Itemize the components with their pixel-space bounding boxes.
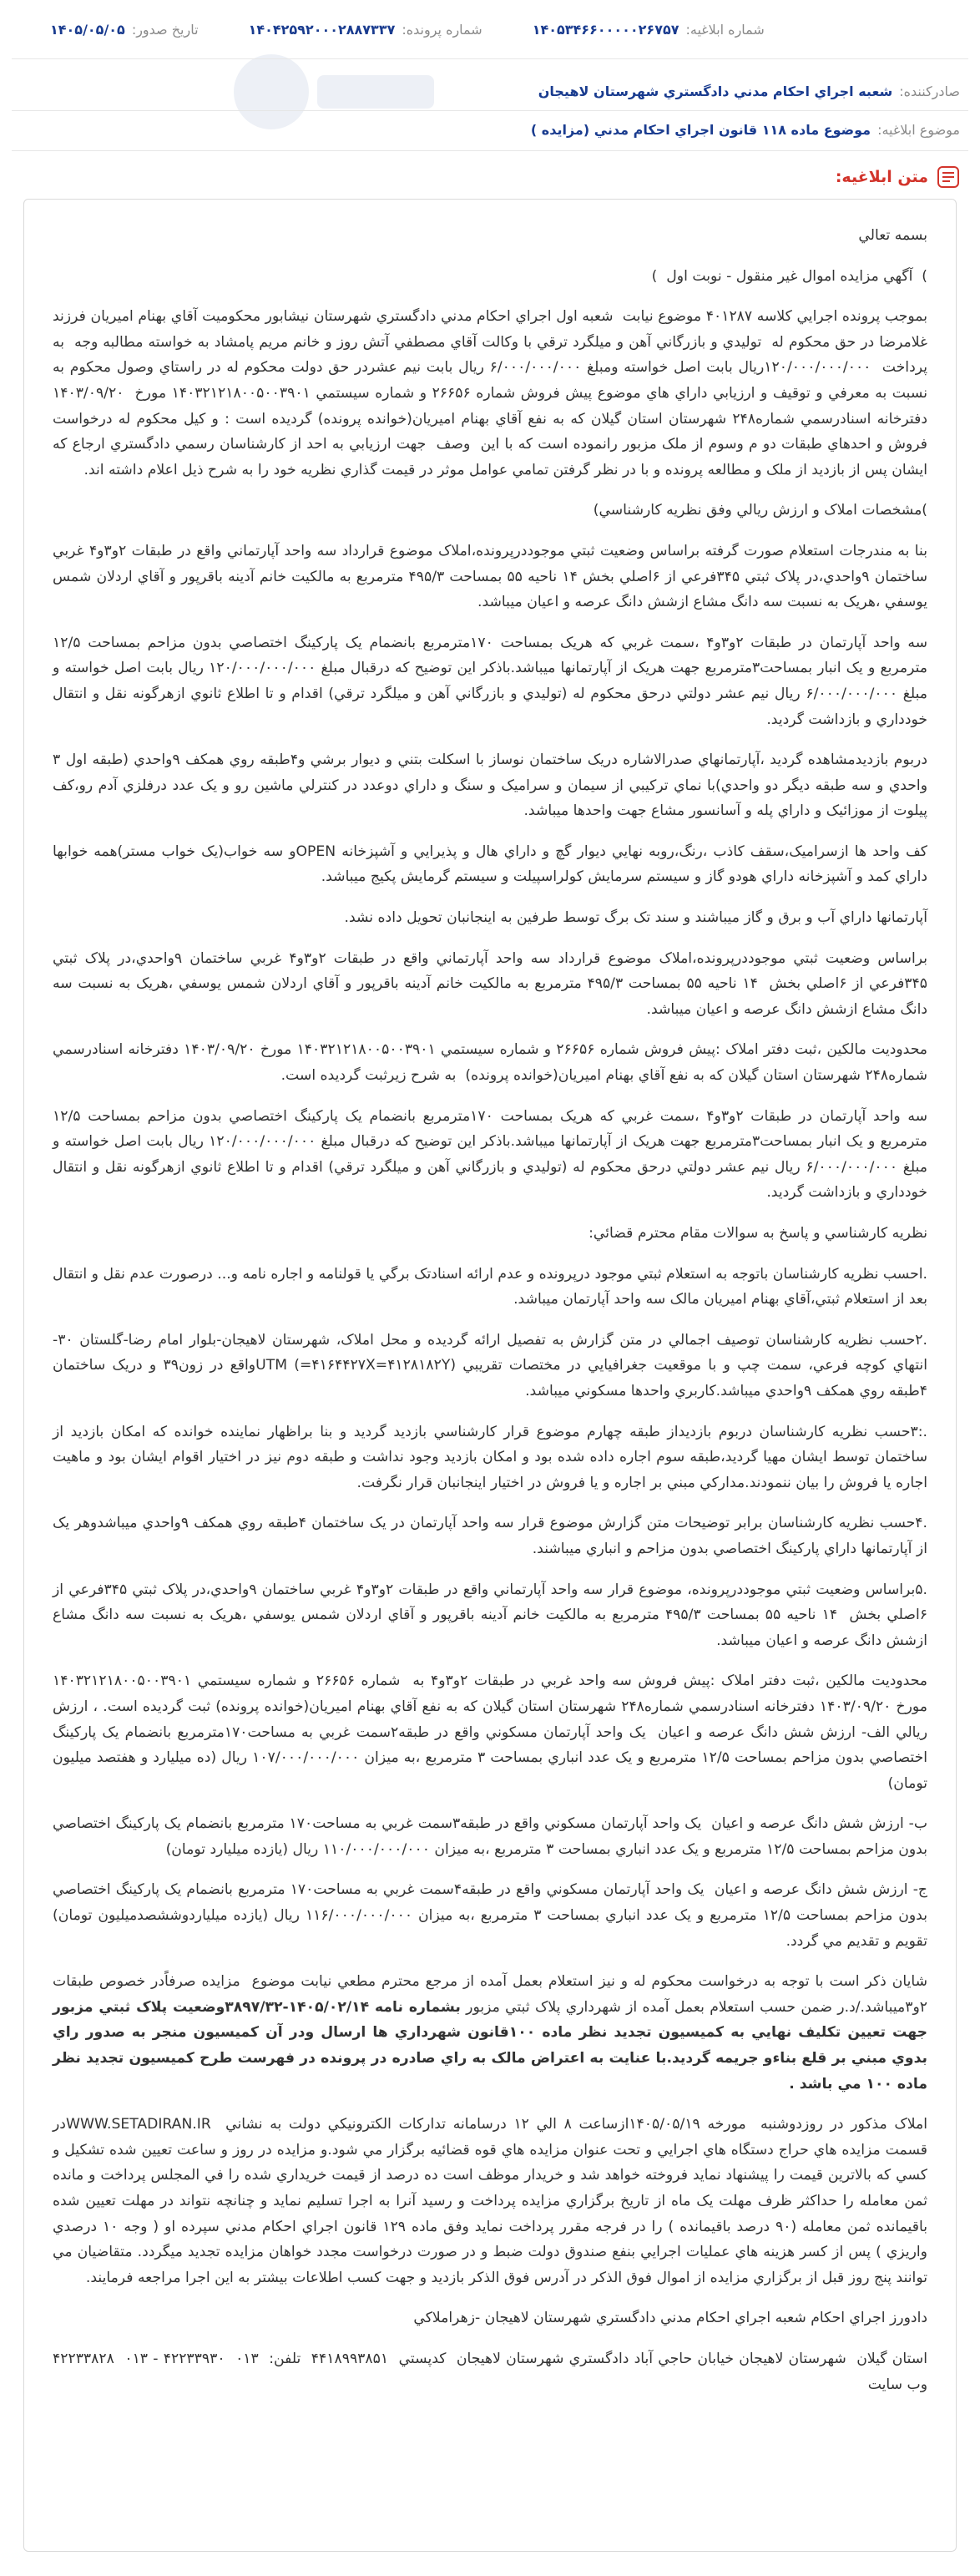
notice-paragraph bbox=[53, 223, 927, 249]
issuer-label: صادرکننده: bbox=[899, 84, 960, 99]
paragraph-text: آپارتمانها داراي آب و برق و گاز ميباشند و سند تک برگ توسط طرفين به اينجانبان تحويل داده نشد. bbox=[344, 909, 927, 927]
paragraph-text: بنا به مندرجات استعلام صورت گرفته براساس وضعيت ثبتي موجوددرپرونده،املاک موضوع قرارداد سه واحد آپارتماني واقع در طبقات ۲و۳و۴ غربي ساختمان ۹واحدي،در پلاک ثبتي ۳۴۵فرعي از ۶اصلي بخش ۱۴ ناحيه ۵۵ بمساحت ۴۹۵/۳ مترمربع به مالکيت خانم آدينه باقرپور و آقاي اردلان شمس يوسفي ،هريک به نسبت سه دانگ مشاع ازشش دانگ عرصه و اعيان ميباشد. bbox=[48, 542, 927, 611]
watermark-logo bbox=[225, 46, 442, 138]
notice-paragraph bbox=[48, 839, 927, 890]
paragraph-text: شايان ذکر است با توجه به درخواست محکوم له و نيز استعلام بعمل آمده از مرجع محترم مطعي نيابت موضوع مزايده صرفاًدر خصوص طبقات ۲و۳ميباشد./د.ر ضمن حسب استعلام بعمل آمده از شهرداري پلاک ثبتي مزبور bbox=[48, 1973, 927, 2016]
paragraph-text: .:۳حسب نظريه کارشناسان دربوم بازديداز طبقه چهارم موضوع قرار کارشناسي بازديد گرديد و بنا براظهار نماينده خوانده که امکان بازديد از ساختمان توسط ايشان مهيا گرديد،طبقه سوم اجاره داده شده بود و امکان بازديد وجود نداشت و طبقه دوم نيز در اختيار اقوام ايشان بود و ماهيت اجاره يا فروش را بيان ننمودند.مدارکي مبني بر اجاره و يا فروش در اختيار اينجانبان قرار نگرفت. bbox=[48, 1423, 927, 1491]
notice-paragraph bbox=[48, 1262, 927, 1313]
paragraph-text: بسمه تعالي bbox=[858, 227, 927, 244]
notice-number-label: شماره ابلاغیه: bbox=[685, 21, 765, 38]
paragraph-text: .۵براساس وضعيت ثبتي موجوددرپرونده، موضوع قرار سه واحد آپارتماني واقع در طبقات ۲و۳و۴ غربي ساختمان ۹واحدي،در پلاک ثبتي ۳۴۵فرعي از ۶اصلي بخش ۱۴ ناحيه ۵۵ بمساحت ۴۹۵/۳ مترمربع به مالکيت خانم آدينه باقرپور و آقاي اردلان شمس يوسفي ،هريک به نسبت سه دانگ مشاع ازشش دانگ عرصه و اعيان ميباشد. bbox=[48, 1581, 927, 1649]
notice-number bbox=[533, 22, 765, 38]
notice-number-value: ۱۴۰۵۳۴۶۶۰۰۰۰۰۲۶۷۵۷ bbox=[532, 21, 679, 38]
paragraph-text: .احسب نظريه کارشناسان باتوجه به استعلام ثبتي موجود درپرونده و عدم ارائه اسنادتک برگي يا قولنامه و اجاره نامه و... درصورت عدم نقل و انتقال بعد از استعلام ثبتي،آقاي بهنام اميريان مالک سه واحد آپارتمان ميباشد. bbox=[48, 1265, 927, 1308]
notice-paragraph bbox=[48, 1328, 927, 1404]
divider bbox=[12, 58, 968, 59]
paragraph-text: دادورز اجراي احکام شعبه اجراي احکام مدني دادگستري شهرستان لاهيجان -زهراملاکي bbox=[413, 2310, 927, 2327]
subject-label: موضوع ابلاغیه: bbox=[877, 122, 960, 138]
case-number-label: شماره پرونده: bbox=[402, 21, 482, 38]
notice-paragraph bbox=[48, 1104, 927, 1206]
notice-text-title: متن ابلاغیه: bbox=[835, 168, 928, 186]
paragraph-text: استان گيلان شهرستان لاهيجان خيابان حاجي آباد دادگستري شهرستان لاهيجان کدپستي ۴۴۱۸۹۹۳۸۵۱ تلفن: ۰۱۳ ۴۲۲۳۳۹۳۰ - ۰۱۳ ۴۲۲۳۳۸۲۸ وب سایت bbox=[43, 2350, 927, 2393]
paragraph-bold-text: بشماره نامه ۱۴۰۵/۰۲/۱۴-۳۸۹۷/۳۲وضعيت پلاک ثبتي مزبور جهت تعيين تکليف نهايي به کميسيون تجديد نظر ماده ۱۰۰قانون شهرداري ها ارسال ودر آن کميسيون منجر به صدور راي بدوي مبني بر قلع بناءو جريمه گرديد.با عنايت به اعتراض مالک به راي صادره در پرونده در فهرست طرح کميسيون تجديد نظر ماده ۱۰۰ مي باشد . bbox=[48, 1998, 927, 2093]
paragraph-text: محدوديت مالکين ،ثبت دفتر املاک :پيش فروش سه واحد غربي در طبقات ۲و۳و۴ به شماره ۲۶۶۵۶ و شماره سيستمي ۱۴۰۳۲۱۲۱۸۰۰۵۰۰۳۹۰۱ مورخ ۱۴۰۳/۰۹/۲۰ دفترخانه اسنادرسمي شماره۲۴۸ شهرستان استان گيلان که به نفع آقاي بهنام اميريان(خوانده پرونده) ثبت گرديده است. ، ارزش ريالي الف- ارزش شش دانگ عرصه و اعيان يک واحد آپارتمان مسکوني واقع در طبقه۲سمت غربي به مساحت۱۷۰مترمربع بانضمام يک پارکينگ اختصاصي بدون مزاحم بمساحت ۱۲/۵ مترمربع و يک عدد انباري بمساحت ۳ مترمربع ،به ميزان ۱۰۷/۰۰۰/۰۰۰/۰۰۰ ريال (ده ميليارد و هفتصد ميليون تومان) bbox=[48, 1673, 928, 1792]
notice-paragraph bbox=[48, 630, 927, 732]
paragraph-text: ) آگهي مزايده اموال غير منقول - نوبت اول ) bbox=[651, 267, 927, 285]
paragraph-text: ب- ارزش شش دانگ عرصه و اعيان يک واحد آپارتمان مسکوني واقع در طبقه۳سمت غربي به مساحت۱۷۰ مترمربع بانضمام يک پارکينگ اختصاصي بدون مزاحم بمساحت ۱۲/۵ مترمربع و يک عدد انباري بمساحت ۳ مترمربع ،به ميزان ۱۱۰/۰۰۰/۰۰۰/۰۰۰ ريال (يازده ميليارد تومان) bbox=[48, 1815, 928, 1858]
notice-paragraph bbox=[48, 1420, 927, 1496]
document-icon bbox=[937, 165, 960, 189]
notice-paragraph bbox=[53, 498, 927, 524]
notice-paragraph bbox=[48, 1969, 927, 2097]
paragraph-text: سه واحد آپارتمان در طبقات ۲و۳و۴ ،سمت غربي که هريک بمساحت ۱۷۰مترمربع بانضمام يک پارکينگ اختصاصي بدون مزاحم بمساحت ۱۲/۵ مترمربع و يک انبار بمساحت۳مترمربع جهت هريک از آپارتمانها ميباشد.باذکر اين توضيح که درقبال مبلغ ۱۲۰/۰۰۰/۰۰۰/۰۰۰ ريال بابت اصل خواسته و مبلغ ۶/۰۰۰/۰۰۰/۰۰۰ ريال نيم عشر دولتي درحق محکوم له (توليدي و بازرگاني آهن و ميلگرد ترقي) اقدام و تا اطلاع ثانوي ازهرگونه نقل و انتقال خودداري و بازداشت گرديد. bbox=[48, 1107, 927, 1202]
notice-paragraph bbox=[53, 905, 927, 931]
paragraph-text: .۴حسب نظريه کارشناسان برابر توضيحات متن گزارش موضوع قرار سه واحد آپارتمان در يک ساختمان ۴طبقه روي همکف ۹واحدي ميباشدوهر يک از آپارتمانها داراي پارکينگ اختصاصي بدون مزاحم و انباري ميباشند. bbox=[48, 1515, 927, 1557]
case-number-value: ۱۴۰۴۲۵۹۲۰۰۰۲۸۸۷۳۳۷ bbox=[248, 21, 396, 38]
paragraph-text: کف واحد ها ازسراميک،سقف کاذب ،رنگ،روبه نهايي ديوار گچ و داراي هال و پذيرايي و آشپزخانه OPENو سه خواب(يک خواب مستر)همه خوابها داراي کمد و آشپزخانه داراي هودو گاز و سيستم سرمايش کولراسپيلت و سيستم گرمايش پکيج ميباشد. bbox=[48, 843, 927, 886]
issue-date-label: تاریخ صدور: bbox=[131, 21, 199, 38]
paragraph-text: سه واحد آپارتمان در طبقات ۲و۳و۴ ،سمت غربي که هريک بمساحت ۱۷۰مترمربع بانضمام يک پارکينگ اختصاصي بدون مزاحم بمساحت ۱۲/۵ مترمربع و يک انبار بمساحت۳مترمربع جهت هريک از آپارتمانها ميباشد.باذکر اين توضيح که درقبال مبلغ ۱۲۰/۰۰۰/۰۰۰/۰۰۰ ريال بابت اصل خواسته و مبلغ ۶/۰۰۰/۰۰۰/۰۰۰ ريال نيم عشر دولتي درحق محکوم له (توليدي و بازرگاني آهن و ميلگرد ترقي) اقدام و تا اطلاع ثانوي ازهرگونه نقل و انتقال خودداري و بازداشت گرديد. bbox=[48, 634, 927, 728]
notice-paragraph bbox=[48, 2112, 928, 2290]
notice-paragraph bbox=[48, 1877, 927, 1954]
subject-row bbox=[531, 122, 960, 138]
notice-paragraph bbox=[43, 2346, 927, 2397]
notice-paragraph bbox=[48, 946, 927, 1023]
paragraph-text: )مشخصات املاک و ارزش ريالي وفق نظريه کارشناسي) bbox=[593, 502, 927, 519]
issue-date-value: ۱۴۰۵/۰۵/۰۵ bbox=[50, 21, 125, 38]
notice-paragraph bbox=[48, 304, 928, 483]
notice-paragraph bbox=[48, 1511, 927, 1561]
paragraph-text: املاک مذکور در روزدوشنبه مورخه ۱۴۰۵/۰۵/۱۹ازساعت ۸ الي ۱۲ درسامانه تدارکات الکترونيکي دولت به نشاني WWW.SETADIRAN.IRدر قسمت مزايده هاي حراج دستگاه هاي اجرايي و تحت عنوان مزايده هاي قوه قضائيه برگزار مي شود.و مزايده در روز و ساعت تعيين شده تشکيل و کسي که بالاترين قيمت را پيشنهاد نمايد فروخته خواهد شد و خريدار موظف است ده درصد از قيمت خريداري شده را في المجلس پرداخت و مانده ثمن معامله را حداکثر ظرف مهلت يک ماه از تاريخ برگزاري مزايده پرداخت و رسيد آنرا به اجرا تسليم نمايد و چنانچه نتواند در مهلت تعيين شده باقيمانده ثمن معامله (۹۰ درصد باقيمانده ) را در فرجه مقرر پرداخت نمايد وفق ماده ۱۲۹ قانون اجراي احکام مدني سپرده او ( وجه ۱۰ درصدي واريزي ) پس از کسر هزينه هاي عمليات اجرايي بنفع صندوق دولت ضبط و در صورت درخواست مجدد خواهان مزايده تجديد ميگردد. متقاضيان مي توانند پنج روز قبل از برگزاري مزايده از اموال فوق الذکر در آدرس فوق الذکر بازديد و جهت کسب اطلاعات بيشتر به اين اجرا مراجعه فرمايند. bbox=[48, 2116, 928, 2286]
paragraph-text: بموجب پرونده اجرايي کلاسه ۴۰۱۲۸۷ موضوع نيابت شعبه اول اجراي احکام مدني دادگستري شهرستان نيشابور محکوميت آقاي بهنام اميريان فرزند غلامرضا در حق محکوم له توليدي و بازرگاني آهن و ميلگرد ترقي با وکالت آقاي مصطفي آتش روز و خانم مريم پامشاد به خواسته مطالبه وجه به پرداخت ۱۲۰/۰۰۰/۰۰۰/۰۰۰ريال بابت اصل خواسته ومبلغ ۶/۰۰۰/۰۰۰/۰۰۰ ريال بابت نيم عشردر حق دولت محکوم له در راستاي وصول محکوم به نسبت به معرفي و توقيف و ارزيابي داراي هاي موضوع پيش فروش شماره ۲۶۶۵۶ و شماره سيستمي ۱۴۰۳۲۱۲۱۸۰۰۵۰۰۳۹۰۱ مورخ ۱۴۰۳/۰۹/۲۰ دفترخانه اسنادرسمي شماره۲۴۸ شهرستان استان گيلان که به نفع آقاي بهنام اميريان(خوانده پرونده) گرديده است : و کيل محکوم له درخواست فروش و احدهاي طبقات دو م وسوم از ملک مزبور رانموده است که با اين وصف جهت ارزيابي به احد از کارشناسان رسمي دادگستري ارجاع که ايشان پس از بازديد از ملک و مطالعه پرونده و با در نظر گرفتن تمامي عوامل موثر در قيمت گذاري نظريه خود را به شرح ذيل اعلام داشته اند. bbox=[48, 308, 928, 478]
notice-paragraph bbox=[48, 1577, 927, 1654]
notice-text-heading bbox=[836, 165, 960, 189]
issuer-value: شعبه اجراي احکام مدني دادگستري شهرستان لاهيجان bbox=[538, 84, 893, 99]
paragraph-text: ج- ارزش شش دانگ عرصه و اعيان يک واحد آپارتمان مسکوني واقع در طبقه۴سمت غربي به مساحت۱۷۰ مترمربع بانضمام يک پارکينگ اختصاصي بدون مزاحم بمساحت ۱۲/۵ مترمربع و يک عدد انباري بمساحت ۳ مترمربع ،به ميزان ۱۱۶/۰۰۰/۰۰۰/۰۰۰ ريال (يازده ميلياردوششصدميليون تومان) تقويم و تقديم مي گردد. bbox=[48, 1881, 927, 1950]
issuer-row bbox=[538, 84, 960, 99]
paragraph-text: براساس وضعيت ثبتي موجوددرپرونده،املاک موضوع قرارداد سه واحد آپارتماني واقع در طبقات ۲و۳و۴ غربي ساختمان ۹واحدي،در پلاک ثبتي ۳۴۵فرعي از ۶اصلي بخش ۱۴ ناحيه ۵۵ بمساحت ۴۹۵/۳ مترمربع به مالکيت خانم آدينه باقرپور و آقاي اردلان شمس يوسفي ،هريک به نسبت سه دانگ مشاع ازشش دانگ عرصه و اعيان ميباشد. bbox=[48, 949, 927, 1018]
notice-body bbox=[23, 199, 957, 2552]
divider bbox=[12, 150, 968, 151]
notice-paragraph bbox=[48, 1037, 928, 1088]
case-number bbox=[249, 22, 482, 38]
subject-value: موضوع ماده ۱۱۸ قانون اجراي احکام مدني (مزايده ) bbox=[530, 122, 871, 138]
notice-paragraph bbox=[53, 2305, 927, 2331]
notice-meta-bar bbox=[0, 0, 980, 58]
notice-paragraph bbox=[48, 747, 928, 824]
notice-paragraph bbox=[53, 264, 927, 290]
notice-paragraph bbox=[48, 1811, 928, 1862]
paragraph-text: .۲حسب نظريه کارشناسان توصيف اجمالي در متن گزارش به تفصيل ارائه گرديده و محل املاک، شهرستان لاهيجان-بلوار امام رضا-گلستان ۳۰-انتهاي کوچه فرعي، سمت چپ و با موقعيت جغرافيايي در مختصات تقريبي (۴۱۶۴۴۲۷X=۴۱۲۸۱۸۲Y=) UTMواقع در زون۳۹ و دريک ساختمان ۴طبقه روي همکف ۹واحدي ميباشد.کاربري واحدها مسکوني ميباشد. bbox=[48, 1331, 927, 1399]
notice-paragraph bbox=[48, 539, 927, 615]
paragraph-text: محدوديت مالکين ،ثبت دفتر املاک :پيش فروش شماره ۲۶۶۵۶ و شماره سيستمي ۱۴۰۳۲۱۲۱۸۰۰۵۰۰۳۹۰۱ مورخ ۱۴۰۳/۰۹/۲۰ دفترخانه اسنادرسمي شماره۲۴۸ شهرستان استان گيلان که به نفع آقاي بهنام اميريان(خوانده پرونده) به شرح زيرثبت گرديده است. bbox=[48, 1041, 928, 1085]
issue-date bbox=[50, 22, 199, 38]
paragraph-text: نظريه کارشناسي و پاسخ به سوالات مقام محترم قضائي: bbox=[589, 1225, 927, 1242]
notice-paragraph bbox=[53, 1221, 927, 1247]
paragraph-text: دربوم بازديدمشاهده گرديد ،آپارتمانهاي صدرالاشاره دريک ساختمان نوساز با اسکلت بتني و ديوار برشي و۴طبقه روي همکف ۹واحدي (طبقه اول ۳ واحدي و سه طبقه ديگر دو واحدي)با نماي ترکيبي از سيمان و سراميک و سنگ و داراي دوعدد در کنترلي ماشين رو و يک عدد درفلزي آدم رو،کف پيلوت از موزائيک و داراي پله و آسانسور مشاع جهت واحدها ميباشد. bbox=[48, 752, 928, 820]
notice-paragraph bbox=[48, 1668, 928, 1796]
divider bbox=[12, 110, 968, 111]
